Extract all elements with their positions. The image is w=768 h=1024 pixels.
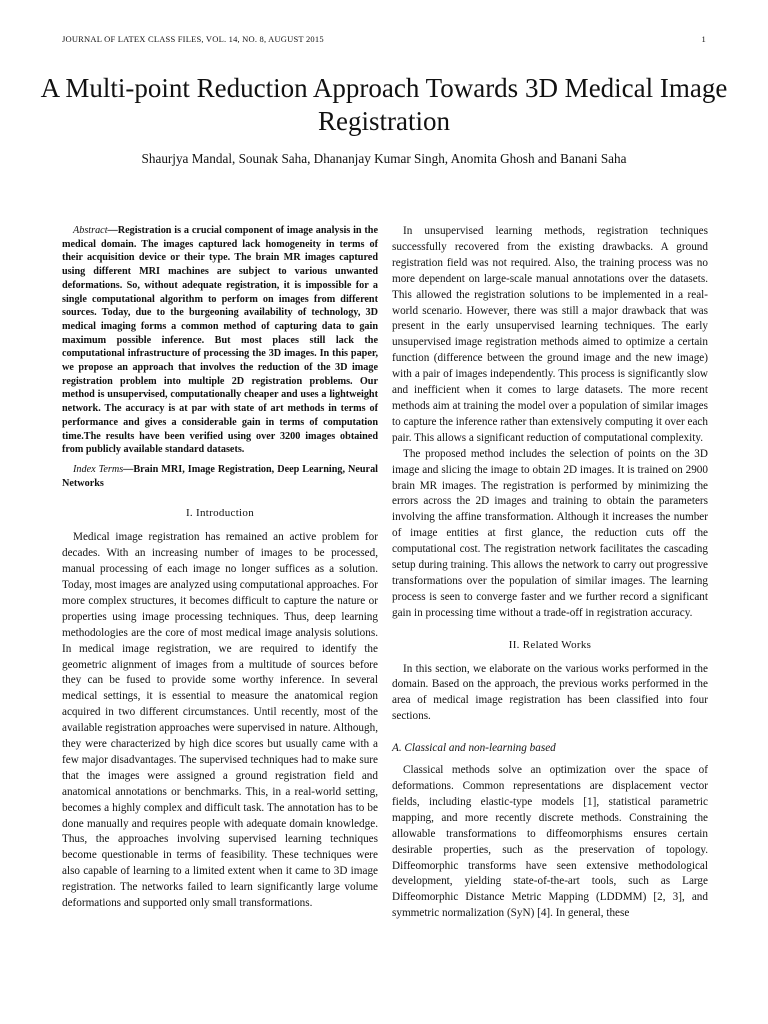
intro-paragraph-1: Medical image registration has remained an active problem for decades. With an increasing number of images to be processed, manual processing of each image no longer suffices as a solution. Today, most images are analyzed using computational approaches. For more complex structures, it becomes difficult to capture the nature or properties using image processing techniques. Thus, deep learning methodologies are the core of most medical image analysis solutions. In medical image registration, we are required to identify the geometric alignment of images from a multitude of sources before they can be fused to provide some worthy inference. In several medical settings, it is essential to measure the anatomical region acquired in two different circumstances. Until recently, most of the available registration approaches were supervised in nature. Although, they were characterized by high dice scores but usually came with a few major disadvantages. The supervised techniques had to make sure that the images were assigned a ground registration field and anatomical annotations or benchmarks. This, in a real-world setting, becomes a highly complex and difficult task. The annotation has to be done manually and requires people with adequate domain knowledge. Thus, the approaches involving supervised learning techniques become questionable in terms of feasibility. These techniques were also capable of learning to a limited extent when it came to 3D image registration. The networks failed to learn significantly large volume deformations and supported only small transformations. xyxy=(62,531,378,910)
running-header xyxy=(62,34,706,44)
journal-name: JOURNAL OF LATEX CLASS FILES, VOL. 14, NO. 8, AUGUST 2015 xyxy=(62,34,324,44)
section-heading-related-works: II. Related Works xyxy=(508,638,592,651)
index-terms xyxy=(62,463,378,490)
index-terms-text: —Brain MRI, Image Registration, Deep Learning, Neural Networks xyxy=(62,463,378,489)
intro-paragraph-2: In unsupervised learning methods, registration techniques successfully recovered from the existing drawbacks. A ground registration field was not required. Also, the training process was no more dependent on large-scale manual annotations over the datasets. This allowed the registration solutions to be implemented in a real-world scenario. However, there was still a major drawback that was present in the early unsupervised learning techniques. The early unsupervised image registration methods aimed to optimize a certain function (difference between the ground image and the new image) with a pair of images independently. This process is significantly slow and inefficient when it comes to large datasets. The more recent methods aim at training the model over a population of similar images to capture the inference rather than extensively computing it over each pair. This allows a significant reduction of computational complexity. xyxy=(392,225,708,444)
abstract-label: Abstract xyxy=(73,225,108,236)
section-heading-introduction: I. Introduction xyxy=(185,507,255,520)
author-list: Shaurjya Mandal, Sounak Saha, Dhananjay Kumar Singh, Anomita Ghosh and Banani Saha xyxy=(141,151,627,166)
abstract xyxy=(62,224,378,457)
paper-title: A Multi-point Reduction Approach Towards 3D Medical Image Registration xyxy=(40,73,728,136)
index-terms-label: Index Terms xyxy=(73,463,124,475)
abstract-text: —Registration is a crucial component of image analysis in the medical domain. The images captured lack homogeneity in terms of their acquisition device or their type. The brain MR images captured using different MRI machines are subject to various unwanted deformations. So, without adequate registration, it is impossible for a single computational algorithm to perform on images from different sources. Today, due to the burgeoning availability of technology, 3D medical imaging forms a common method of capturing data to gain maximum possible inference. But most places still lack the computational infrastructure of processing the 3D images. In this paper, we propose an approach that involves the reduction of the 3D image registration problem into multiple 2D registration problems. Our method is unsupervised, computationally cheaper and uses a lightweight network. The accuracy is at par with state of art methods in terms of performance and gives a considerable gain in terms of computation time.The results have been verified using over 3200 images obtained from publicly available standard datasets. xyxy=(62,225,378,456)
related-paragraph-1: In this section, we elaborate on the various works performed in the domain. Based on the approach, the previous works performed in the area of medical image registration has been classified into four sections. xyxy=(392,662,708,723)
classical-paragraph-1: Classical methods solve an optimization over the space of deformations. Common representations are displacement vector fields, including elastic-type models [1], statistical parametric mapping, and more recently discrete methods. Constraining the allowable transformations to diffeomorphisms ensures certain desirable properties, such as the preservation of topology. Diffeomorphic transforms have seen extensive methodological development, yielding state-of-the-art tools, such as Large Diffeomorphic Distance Metric Mapping (LDDMM) [2, 3], and symmetric normalization (SyN) [4]. In general, these xyxy=(392,764,708,920)
intro-paragraph-3: The proposed method includes the selection of points on the 3D image and slicing the image to obtain 2D images. It is trained on 2900 brain MR images. The registration is performed by minimizing the errors across the 2D images and training to obtain the parameters involving the affine transformation. Although it increases the number of image entities at first glance, the reduction cuts off the computational cost. The registration network facilitates the cascading setup during training. This allows the network to carry out progressive transformations over the population of similar images. The learning process is seen to converge faster and we further record a significant gain in processing time without a trade-off in registration accuracy. xyxy=(392,447,708,619)
subsection-heading-classical: A. Classical and non-learning based xyxy=(392,742,556,755)
right-column xyxy=(392,224,708,922)
left-column xyxy=(62,224,378,912)
page-number: 1 xyxy=(701,34,706,44)
